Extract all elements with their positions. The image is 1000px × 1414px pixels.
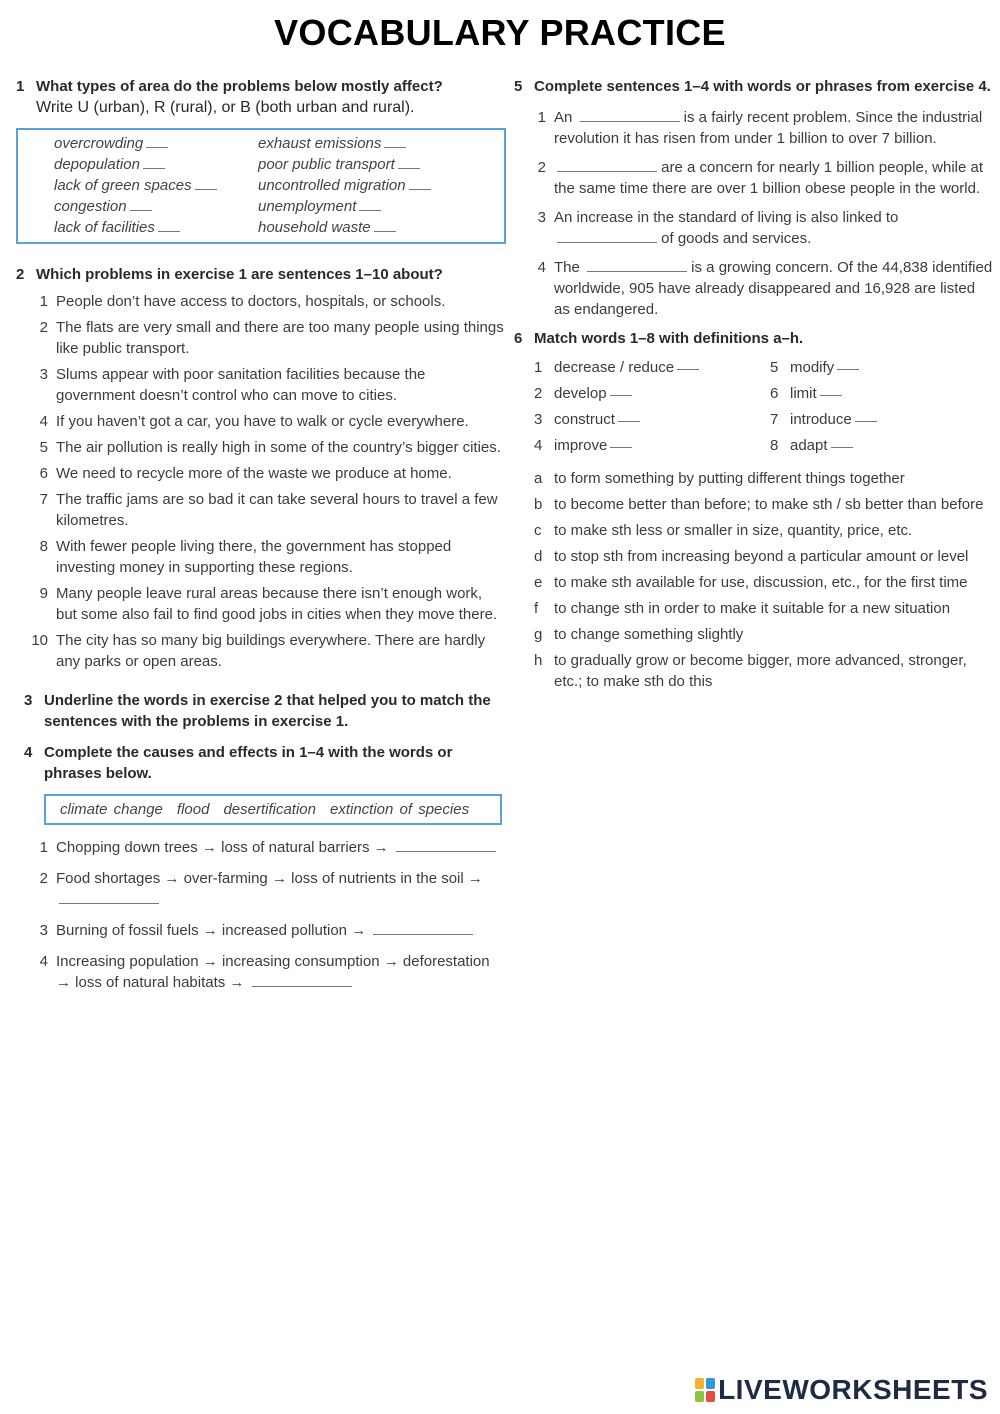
sentence-item (16, 630, 506, 672)
chain-step: Food shortages (56, 870, 161, 887)
answer-blank[interactable] (59, 891, 159, 904)
cause-effect-item (16, 868, 506, 910)
answer-blank[interactable] (359, 198, 381, 211)
sentence-item (16, 291, 506, 312)
answer-blank[interactable] (610, 383, 632, 396)
item-number: 7 (39, 491, 48, 508)
item-number: 8 (770, 437, 779, 454)
logo-tile (695, 1378, 704, 1389)
sentence-item (16, 364, 506, 406)
problem-term: overcrowding (54, 135, 144, 152)
exercise-4 (24, 742, 506, 784)
problem-item (258, 175, 496, 196)
matching-words (534, 357, 994, 456)
item-number: 8 (39, 538, 48, 555)
problem-term: lack of facilities (54, 219, 155, 236)
arrow-icon: → (347, 922, 371, 939)
exercise-5 (514, 76, 994, 320)
answer-blank[interactable] (557, 230, 657, 243)
chain-step: loss of natural habitats (75, 974, 226, 991)
sentence-text: If you haven’t got a car, you have to walk or cycle everywhere. (56, 413, 469, 430)
problem-term: uncontrolled migration (258, 177, 406, 194)
sentence-item (16, 583, 506, 625)
sentence-text: The traffic jams are so bad it can take several hours to travel a few kilometres. (56, 491, 498, 529)
problem-term: congestion (54, 198, 127, 215)
exercise-2-instruction: Which problems in exercise 1 are sentences 1–10 about? (36, 266, 443, 283)
item-number: 10 (31, 632, 48, 649)
exercise-6 (514, 328, 994, 692)
sentence-item (514, 107, 994, 149)
problem-item (54, 154, 258, 175)
sentence-start: An increase in the standard of living is also linked to (554, 209, 899, 226)
exercise-2 (16, 264, 506, 672)
exercise-1-subinstruction: Write U (urban), R (rural), or B (both urban and rural). (36, 99, 415, 116)
problem-term: unemployment (258, 198, 357, 215)
sentence-text: Slums appear with poor sanitation facilities because the government doesn’t control who can move to cities. (56, 366, 426, 404)
answer-blank[interactable] (610, 435, 632, 448)
liveworksheets-logo (695, 1374, 988, 1406)
arrow-icon: → (225, 974, 249, 991)
arrow-icon: → (267, 870, 292, 887)
chain-step: Increasing population (56, 953, 199, 970)
exercise-number: 5 (514, 78, 523, 95)
exercise-1-instruction: What types of area do the problems below mostly affect? (36, 78, 443, 95)
item-number: 5 (770, 359, 779, 376)
exercise-5-heading (514, 76, 994, 97)
item-number: 4 (39, 953, 48, 970)
answer-blank[interactable] (618, 409, 640, 422)
sentence-text: The air pollution is really high in some of the country’s bigger cities. (56, 439, 501, 456)
word-text: adapt (790, 437, 828, 454)
answer-blank[interactable] (837, 357, 859, 370)
answer-blank[interactable] (677, 357, 699, 370)
item-number: 1 (537, 109, 546, 126)
arrow-icon: → (198, 953, 222, 970)
word-text: construct (554, 411, 615, 428)
definition-letter: d (534, 548, 543, 565)
cause-effect-chain (56, 951, 506, 993)
item-number: 2 (534, 385, 543, 402)
exercise-5-instruction: Complete sentences 1–4 with words or phrases from exercise 4. (534, 78, 991, 95)
exercise-1 (16, 76, 506, 244)
sentence-item (16, 536, 506, 578)
cause-effect-chain (56, 868, 506, 910)
sentence-item (16, 317, 506, 359)
definition-letter: g (534, 626, 543, 643)
item-number: 2 (39, 870, 48, 887)
exercise-1-heading (16, 76, 506, 118)
match-word (534, 435, 770, 456)
logo-text: LIVEWORKSHEETS (718, 1374, 988, 1405)
definition-letter: a (534, 470, 543, 487)
arrow-icon: → (197, 839, 222, 856)
definition-letter: f (534, 600, 539, 617)
answer-blank[interactable] (409, 177, 431, 190)
sentence-item (514, 257, 994, 320)
exercise-number: 4 (24, 744, 33, 761)
item-number: 3 (534, 411, 543, 428)
definition-text: to make sth less or smaller in size, quantity, price, etc. (554, 522, 913, 539)
cause-effect-chain (56, 920, 506, 941)
item-number: 4 (39, 413, 48, 430)
word-text: decrease / reduce (554, 359, 675, 376)
item-number: 2 (537, 159, 546, 176)
answer-blank[interactable] (398, 156, 420, 169)
chain-step: loss of nutrients in the soil (291, 870, 464, 887)
definition-item (514, 520, 994, 541)
problem-item (54, 133, 258, 154)
definition-item (514, 494, 994, 515)
word-option: flood (176, 801, 210, 818)
left-column (16, 76, 506, 1003)
arrow-icon: → (198, 922, 222, 939)
definition-text: to change something slightly (554, 626, 744, 643)
match-word (770, 409, 994, 430)
sentence-text: With fewer people living there, the government has stopped investing money in supporting these regions. (56, 538, 452, 576)
chain-step: over-farming (183, 870, 268, 887)
item-number: 3 (39, 366, 48, 383)
match-word (534, 409, 770, 430)
definition-letter: e (534, 574, 543, 591)
answer-blank[interactable] (158, 219, 180, 232)
exercise-4-chains (16, 837, 506, 993)
chain-step: increased pollution (221, 922, 348, 939)
answer-blank[interactable] (855, 409, 877, 422)
word-option: extinction of species (330, 801, 470, 818)
problem-item (54, 217, 258, 238)
exercise-2-heading (16, 264, 506, 285)
problem-item (258, 133, 496, 154)
sentence-end: of goods and services. (657, 230, 812, 247)
definition-item (514, 650, 994, 692)
sentence-end: is a fairly recent problem. Since the industrial revolution it has risen from under 1 billion to over 7 billion. (554, 109, 983, 147)
word-option: desertification (223, 801, 316, 818)
answer-blank[interactable] (252, 974, 352, 987)
sentence-text: We need to recycle more of the waste we produce at home. (56, 465, 452, 482)
cause-effect-item (16, 920, 506, 941)
problem-term: household waste (258, 219, 371, 236)
problem-term: poor public transport (258, 156, 395, 173)
sentence-end: are a concern for nearly 1 billion people, while at the same time there are over 1 billion obese people in the world. (554, 159, 984, 197)
problem-term: exhaust emissions (258, 135, 382, 152)
word-option: climate change (60, 801, 163, 818)
arrow-icon: → (379, 953, 403, 970)
answer-blank[interactable] (820, 383, 842, 396)
definition-text: to form something by putting different things together (554, 470, 905, 487)
sentence-item (16, 411, 506, 432)
sentence-item (16, 437, 506, 458)
problem-term: lack of green spaces (54, 177, 192, 194)
definition-letter: h (534, 652, 543, 669)
sentence-text: The flats are very small and there are too many people using things like public transport. (56, 319, 504, 357)
item-number: 1 (534, 359, 543, 376)
item-number: 4 (537, 259, 546, 276)
exercise-number: 3 (24, 692, 33, 709)
item-number: 2 (39, 319, 48, 336)
arrow-icon: → (369, 839, 393, 856)
match-word (770, 357, 994, 378)
sentence-item (514, 157, 994, 199)
sentence-text: The city has so many big buildings everywhere. There are hardly any parks or open areas. (56, 632, 486, 670)
definition-letter: b (534, 496, 543, 513)
sentence-text (554, 207, 994, 249)
word-text: modify (790, 359, 835, 376)
answer-blank[interactable] (374, 219, 396, 232)
problems-word-box (16, 128, 506, 244)
sentence-text (554, 257, 994, 320)
chain-step: Chopping down trees (56, 839, 198, 856)
item-number: 5 (39, 439, 48, 456)
answer-blank[interactable] (373, 922, 473, 935)
logo-tile (695, 1391, 704, 1402)
definition-text: to become better than before; to make sth / sb better than before (554, 496, 984, 513)
definitions-list (514, 468, 994, 692)
chain-step: loss of natural barriers (221, 839, 370, 856)
exercise-2-sentences (16, 291, 506, 672)
answer-blank[interactable] (130, 198, 152, 211)
exercise-3 (24, 690, 506, 732)
definition-text: to stop sth from increasing beyond a particular amount or level (554, 548, 969, 565)
definition-text: to gradually grow or become bigger, more advanced, stronger, etc.; to make sth do this (554, 652, 967, 690)
item-number: 4 (534, 437, 543, 454)
exercise-6-heading (514, 328, 994, 349)
page-title: VOCABULARY PRACTICE (274, 12, 726, 53)
word-text: develop (554, 385, 607, 402)
answer-blank[interactable] (195, 177, 217, 190)
item-number: 7 (770, 411, 779, 428)
problem-item (54, 175, 258, 196)
problem-item (258, 196, 496, 217)
item-number: 1 (39, 839, 48, 856)
exercise-6-instruction: Match words 1–8 with definitions a–h. (534, 330, 804, 347)
exercise-3-heading (24, 690, 506, 732)
cause-effect-item (16, 951, 506, 993)
answer-blank[interactable] (146, 135, 168, 148)
exercise-3-instruction: Underline the words in exercise 2 that helped you to match the sentences with the problems in exercise 1. (44, 692, 491, 730)
match-word (770, 383, 994, 404)
sentence-item (16, 463, 506, 484)
right-column (514, 76, 994, 697)
sentence-text (554, 107, 994, 149)
sentence-text: Many people leave rural areas because there isn’t enough work, but some also fail to find good jobs in cities when they move there. (56, 585, 498, 623)
exercise-5-sentences (514, 107, 994, 320)
word-text: introduce (790, 411, 852, 428)
exercise-number: 2 (16, 266, 25, 283)
match-word (770, 435, 994, 456)
answer-blank[interactable] (384, 135, 406, 148)
logo-tile (706, 1378, 715, 1389)
cause-effect-chain (56, 837, 506, 858)
definition-item (514, 546, 994, 567)
match-word (534, 383, 770, 404)
definition-text: to change sth in order to make it suitable for a new situation (554, 600, 951, 617)
arrow-icon: → (56, 974, 76, 991)
exercise-4-heading (24, 742, 506, 784)
item-number: 6 (770, 385, 779, 402)
definition-item (514, 624, 994, 645)
sentence-item (514, 207, 994, 249)
problem-item (54, 196, 258, 217)
answer-blank[interactable] (143, 156, 165, 169)
problem-item (258, 217, 496, 238)
sentence-start: An (554, 109, 577, 126)
exercise-4-instruction: Complete the causes and effects in 1–4 with the words or phrases below. (44, 744, 453, 782)
answer-blank[interactable] (587, 259, 687, 272)
item-number: 3 (39, 922, 48, 939)
exercise-number: 1 (16, 78, 25, 95)
sentence-text (554, 157, 994, 199)
definition-item (514, 572, 994, 593)
word-text: improve (554, 437, 608, 454)
sentence-end: is a growing concern. Of the 44,838 identified worldwide, 905 have already disappeared and 16,928 are listed as endangered. (554, 259, 993, 318)
arrow-icon: → (463, 870, 483, 887)
logo-tile (706, 1391, 715, 1402)
answer-blank[interactable] (557, 159, 657, 172)
logo-icon (695, 1378, 715, 1402)
arrow-icon: → (160, 870, 184, 887)
definition-letter: c (534, 522, 542, 539)
answer-blank[interactable] (831, 435, 853, 448)
exercise-number: 6 (514, 330, 523, 347)
chain-step: Burning of fossil fuels (56, 922, 199, 939)
item-number: 9 (39, 585, 48, 602)
chain-step: deforestation (402, 953, 490, 970)
definition-item (514, 598, 994, 619)
item-number: 1 (39, 293, 48, 310)
sentence-item (16, 489, 506, 531)
answer-blank[interactable] (580, 109, 680, 122)
sentence-text: People don’t have access to doctors, hospitals, or schools. (56, 293, 446, 310)
problem-item (258, 154, 496, 175)
match-word (534, 357, 770, 378)
answer-blank[interactable] (396, 839, 496, 852)
cause-effect-item (16, 837, 506, 858)
definition-text: to make sth available for use, discussion, etc., for the first time (554, 574, 968, 591)
problem-term: depopulation (54, 156, 140, 173)
word-text: limit (790, 385, 817, 402)
item-number: 3 (537, 209, 546, 226)
item-number: 6 (39, 465, 48, 482)
definition-item (514, 468, 994, 489)
chain-step: increasing consumption (221, 953, 380, 970)
sentence-start: The (554, 259, 585, 276)
causes-word-box (44, 794, 502, 825)
